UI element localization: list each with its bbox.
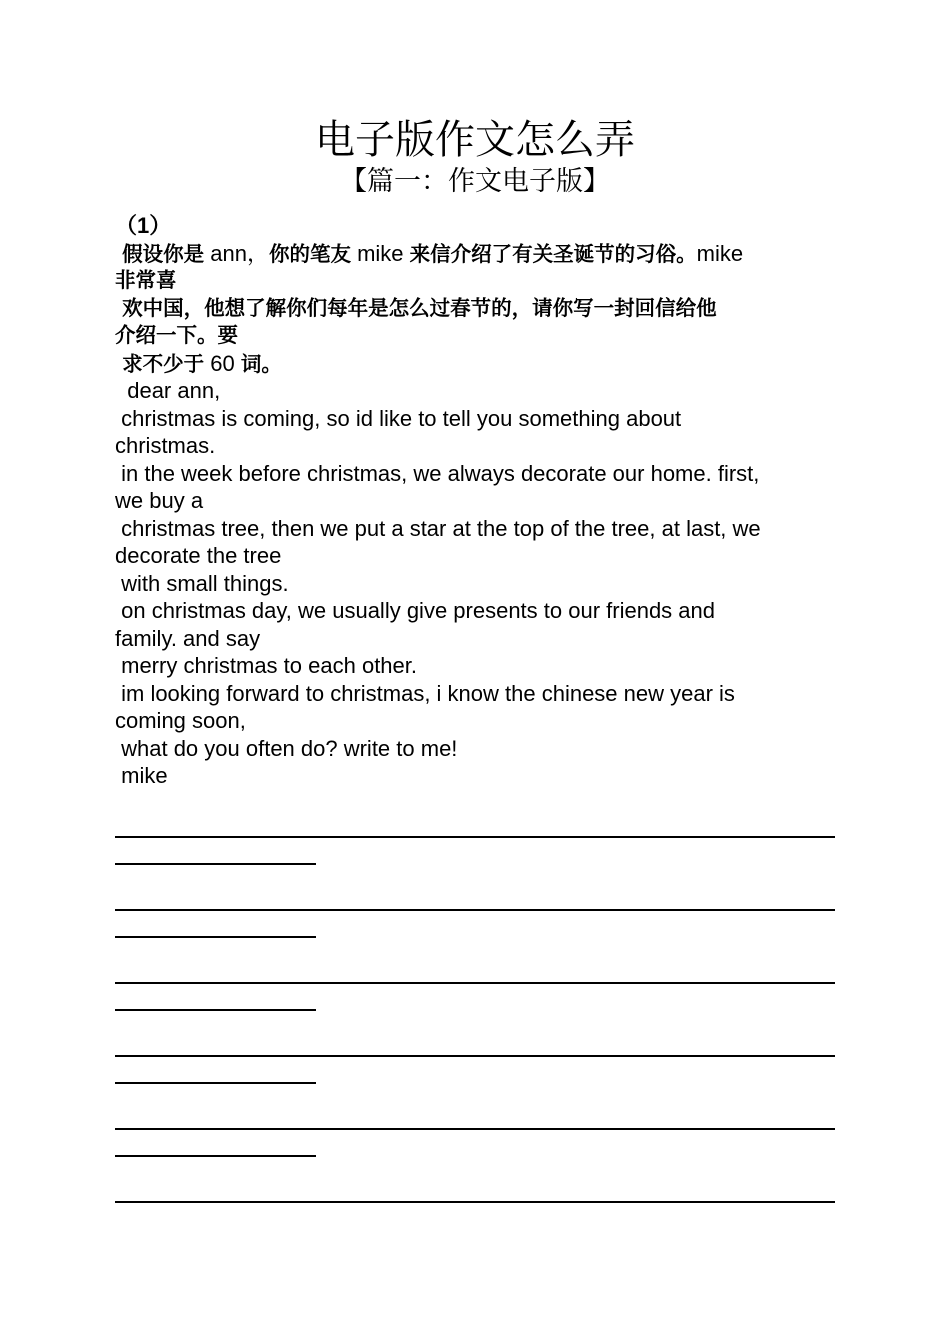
prompt-line-1: [115, 240, 835, 268]
underline-short: [115, 1009, 316, 1011]
letter-line: what do you often do? write to me!: [115, 735, 458, 761]
prompt-line-3: [115, 295, 835, 323]
letter-line: mike: [115, 763, 168, 788]
prompt-line-2: 非常喜: [115, 268, 177, 292]
prompt-text: 假设你是: [122, 241, 205, 266]
underline-short: [115, 1082, 316, 1084]
prompt-text: 词。: [240, 351, 282, 376]
letter-line: coming soon,: [115, 708, 246, 733]
writing-line-pair: [115, 954, 835, 1027]
prompt-line-4: 介绍一下。要: [115, 323, 238, 347]
letter-line: merry christmas to each other.: [115, 653, 417, 678]
prompt-text: 你的笔友: [268, 241, 351, 266]
essay-body: [115, 212, 835, 790]
letter-line: in the week before christmas, we always decorate our home. first,: [115, 460, 760, 486]
prompt-text: 求不少于: [122, 351, 205, 376]
writing-lines: [115, 808, 835, 1246]
underline-short: [115, 863, 316, 865]
prompt-text: 来信介绍了有关圣诞节的习俗。: [409, 241, 697, 266]
letter-line: im looking forward to christmas, i know the chinese new year is: [115, 680, 735, 706]
underline-short: [115, 936, 316, 938]
prompt-text: ann，: [204, 240, 269, 266]
underline-long: [115, 1128, 835, 1130]
letter-line: we buy a: [115, 488, 204, 513]
letter-line: with small things.: [115, 570, 289, 596]
writing-line-single: [115, 1173, 835, 1246]
letter-line: christmas.: [115, 433, 216, 458]
prompt-text: 60: [204, 350, 241, 376]
underline-long: [115, 909, 835, 911]
writing-line-pair: [115, 1027, 835, 1100]
prompt-text: mike: [350, 240, 410, 266]
prompt-line-5: [115, 350, 835, 378]
underline-long: [115, 982, 835, 984]
underline-long: [115, 836, 835, 838]
letter-line: dear ann,: [115, 378, 221, 403]
prompt-text: 欢中国，他想了解你们每年是怎么过春节的，请你写一封回信给他: [122, 295, 717, 320]
section-subtitle: 【篇一：作文电子版】: [340, 166, 610, 197]
underline-short: [115, 1155, 316, 1157]
letter-line: family. and say: [115, 625, 261, 651]
item-number: （1）: [115, 213, 172, 238]
writing-line-pair: [115, 808, 835, 881]
letter-line: decorate the tree: [115, 543, 282, 568]
writing-line-pair: [115, 881, 835, 954]
letter-line: on christmas day, we usually give presents to our friends and: [115, 598, 716, 623]
underline-long: [115, 1201, 835, 1203]
letter-line: christmas is coming, so id like to tell you something about: [115, 405, 682, 431]
underline-long: [115, 1055, 835, 1057]
page-title: 电子版作文怎么弄: [315, 117, 635, 163]
writing-line-pair: [115, 1100, 835, 1173]
prompt-text: mike: [696, 240, 744, 266]
letter-line: christmas tree, then we put a star at the top of the tree, at last, we: [115, 515, 761, 541]
